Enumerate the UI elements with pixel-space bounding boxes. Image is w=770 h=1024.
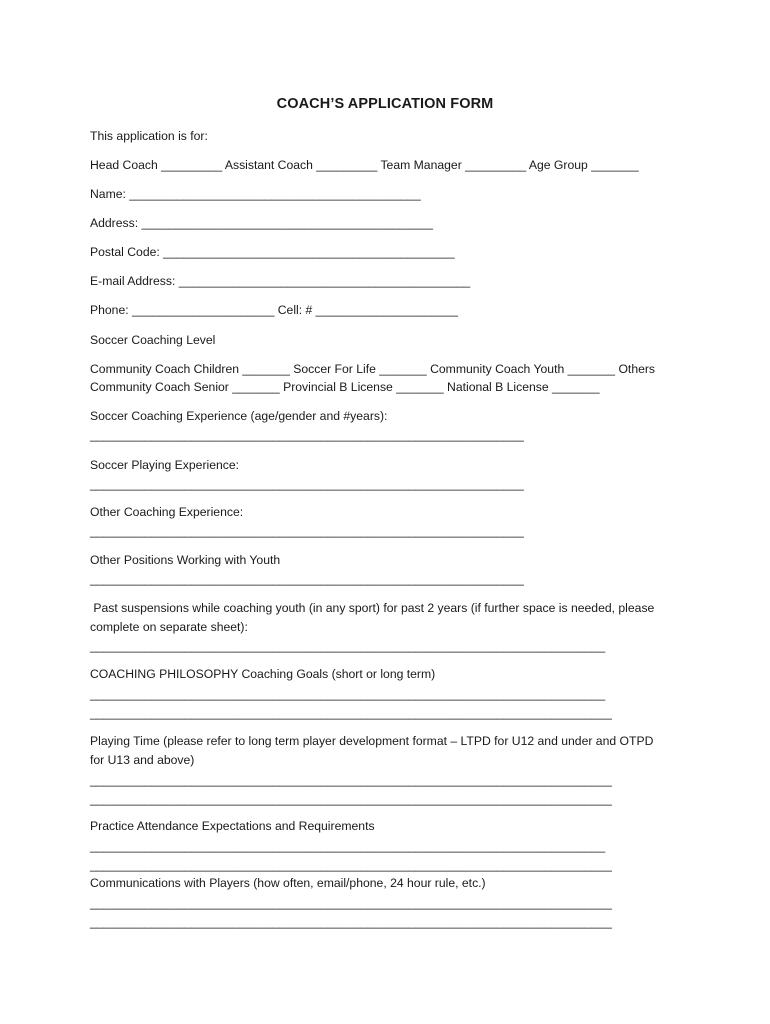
playing-time-blank-1: _____________________________________________________________________________ [90,773,612,787]
playing-time-blank-2: _____________________________________________________________________________ [90,792,612,806]
philosophy-blank-1: ____________________________________________________________________________ [90,687,606,701]
suspensions-label-1: Past suspensions while coaching youth (in any sport) for past 2 years (if further space is needed, please [90,601,655,615]
philosophy-blank-2: _____________________________________________________________________________ [90,706,612,720]
other-positions-label: Other Positions Working with Youth [90,553,281,567]
communications-blank-2: _____________________________________________________________________________ [90,915,612,929]
phone-field: Phone: _____________________ Cell: # _____________________ [90,303,459,317]
playing-experience-blank: ________________________________________________________________ [90,477,524,491]
postal-code-field: Postal Code: ___________________________________________ [90,245,455,259]
attendance-label: Practice Attendance Expectations and Requirements [90,819,375,833]
email-field: E-mail Address: ___________________________________________ [90,274,471,288]
coaching-experience-label: Soccer Coaching Experience (age/gender and #years): [90,409,388,423]
attendance-blank-1: ____________________________________________________________________________ [90,839,606,853]
form-title: COACH’S APPLICATION FORM [276,96,494,112]
other-coaching-blank: ________________________________________________________________ [90,524,524,538]
suspensions-blank: ____________________________________________________________________________ [90,639,606,653]
playing-time-label-1: Playing Time (please refer to long term player development format – LTPD for U12 and under and OTPD [90,734,654,748]
suspensions-label-2: complete on separate sheet): [90,620,248,634]
attendance-blank-2: _____________________________________________________________________________ [90,858,612,872]
intro-text: This application is for: [90,129,208,143]
playing-time-label-2: for U13 and above) [90,753,195,767]
other-positions-blank: ________________________________________________________________ [90,572,524,586]
name-field: Name: ___________________________________________ [90,187,421,201]
coaching-level-heading: Soccer Coaching Level [90,333,216,347]
other-coaching-label: Other Coaching Experience: [90,505,244,519]
address-field: Address: ___________________________________________ [90,216,433,230]
coaching-level-options-1: Community Coach Children _______ Soccer For Life _______ Community Coach Youth _______ Others [90,362,656,376]
coaching-level-options-2: Community Coach Senior _______ Provincial B License _______ National B License _______ [90,380,600,394]
communications-blank-1: _____________________________________________________________________________ [90,896,612,910]
coaching-experience-blank: ________________________________________________________________ [90,428,524,442]
roles-line: Head Coach _________ Assistant Coach _________ Team Manager _________ Age Group _______ [90,158,639,172]
communications-label: Communications with Players (how often, email/phone, 24 hour rule, etc.) [90,876,486,890]
philosophy-label: COACHING PHILOSOPHY Coaching Goals (short or long term) [90,667,436,681]
playing-experience-label: Soccer Playing Experience: [90,458,240,472]
